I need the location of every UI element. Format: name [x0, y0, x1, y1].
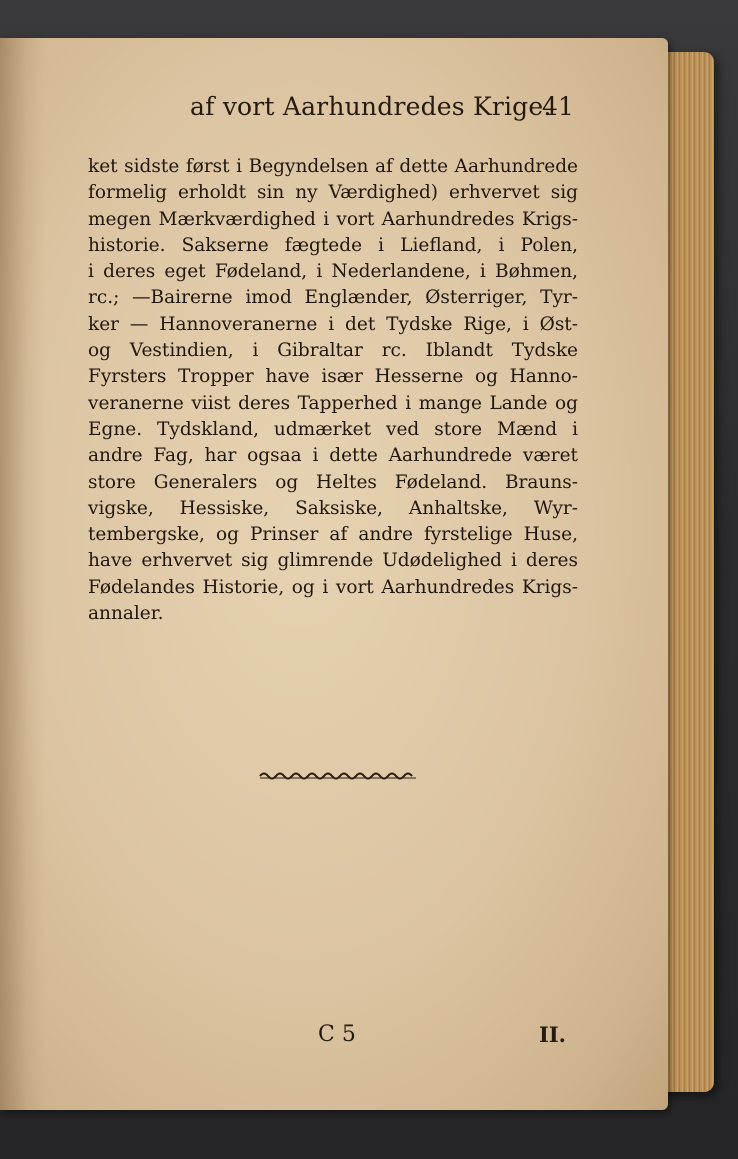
text-line: have erhvervet sig glimrende Udødelighed i deres	[88, 550, 578, 572]
text-line: Egne. Tydskland, udmærket ved store Mænd i	[88, 418, 578, 440]
text-line: veranerne viist deres Tapperhed i mange Lande og	[88, 392, 578, 414]
body-text	[88, 154, 578, 627]
text-line: Fødelandes Historie, og i vort Aarhundredes Krigs-	[88, 576, 578, 598]
text-line: ket sidste først i Begyndelsen af dette Aarhundrede	[88, 156, 578, 177]
text-line: historie. Sakserne fægtede i Liefland, i Polen,	[88, 234, 578, 256]
catchword: II.	[539, 1022, 566, 1047]
binding-gutter	[0, 38, 46, 1110]
text-line: Fyrsters Tropper have især Hesserne og Hanno-	[88, 366, 578, 388]
running-title: af vort Aarhundredes Krige.	[190, 92, 552, 121]
page-number: 41	[542, 92, 574, 121]
text-line: og Vestindien, i Gibraltar rc. Iblandt Tydske	[88, 340, 578, 362]
text-line: tembergske, og Prinser af andre fyrstelige Huse,	[88, 524, 578, 546]
text-line: i deres eget Fødeland, i Nederlandene, i Bøhmen,	[88, 261, 578, 283]
text-line: megen Mærkværdighed i vort Aarhundredes Krigs-	[88, 208, 578, 230]
text-line: store Generalers og Heltes Fødeland. Brauns-	[88, 471, 578, 493]
page-header	[190, 92, 590, 132]
text-line: vigske, Hessiske, Saksiske, Anhaltske, Wyr-	[88, 497, 578, 519]
text-line: andre Fag, har ogsaa i dette Aarhundrede været	[88, 445, 578, 467]
end-ornament-rule	[258, 768, 418, 782]
text-line: ker — Hannoveranerne i det Tydske Rige, i Øst-	[88, 313, 578, 335]
text-line: annaler.	[88, 603, 164, 625]
signature-mark: C 5	[318, 1022, 356, 1047]
text-line: rc.; —Bairerne imod Englænder, Østerriger, Tyr-	[88, 287, 578, 309]
text-line: formelig erholdt sin ny Værdighed) erhvervet sig	[88, 182, 578, 204]
